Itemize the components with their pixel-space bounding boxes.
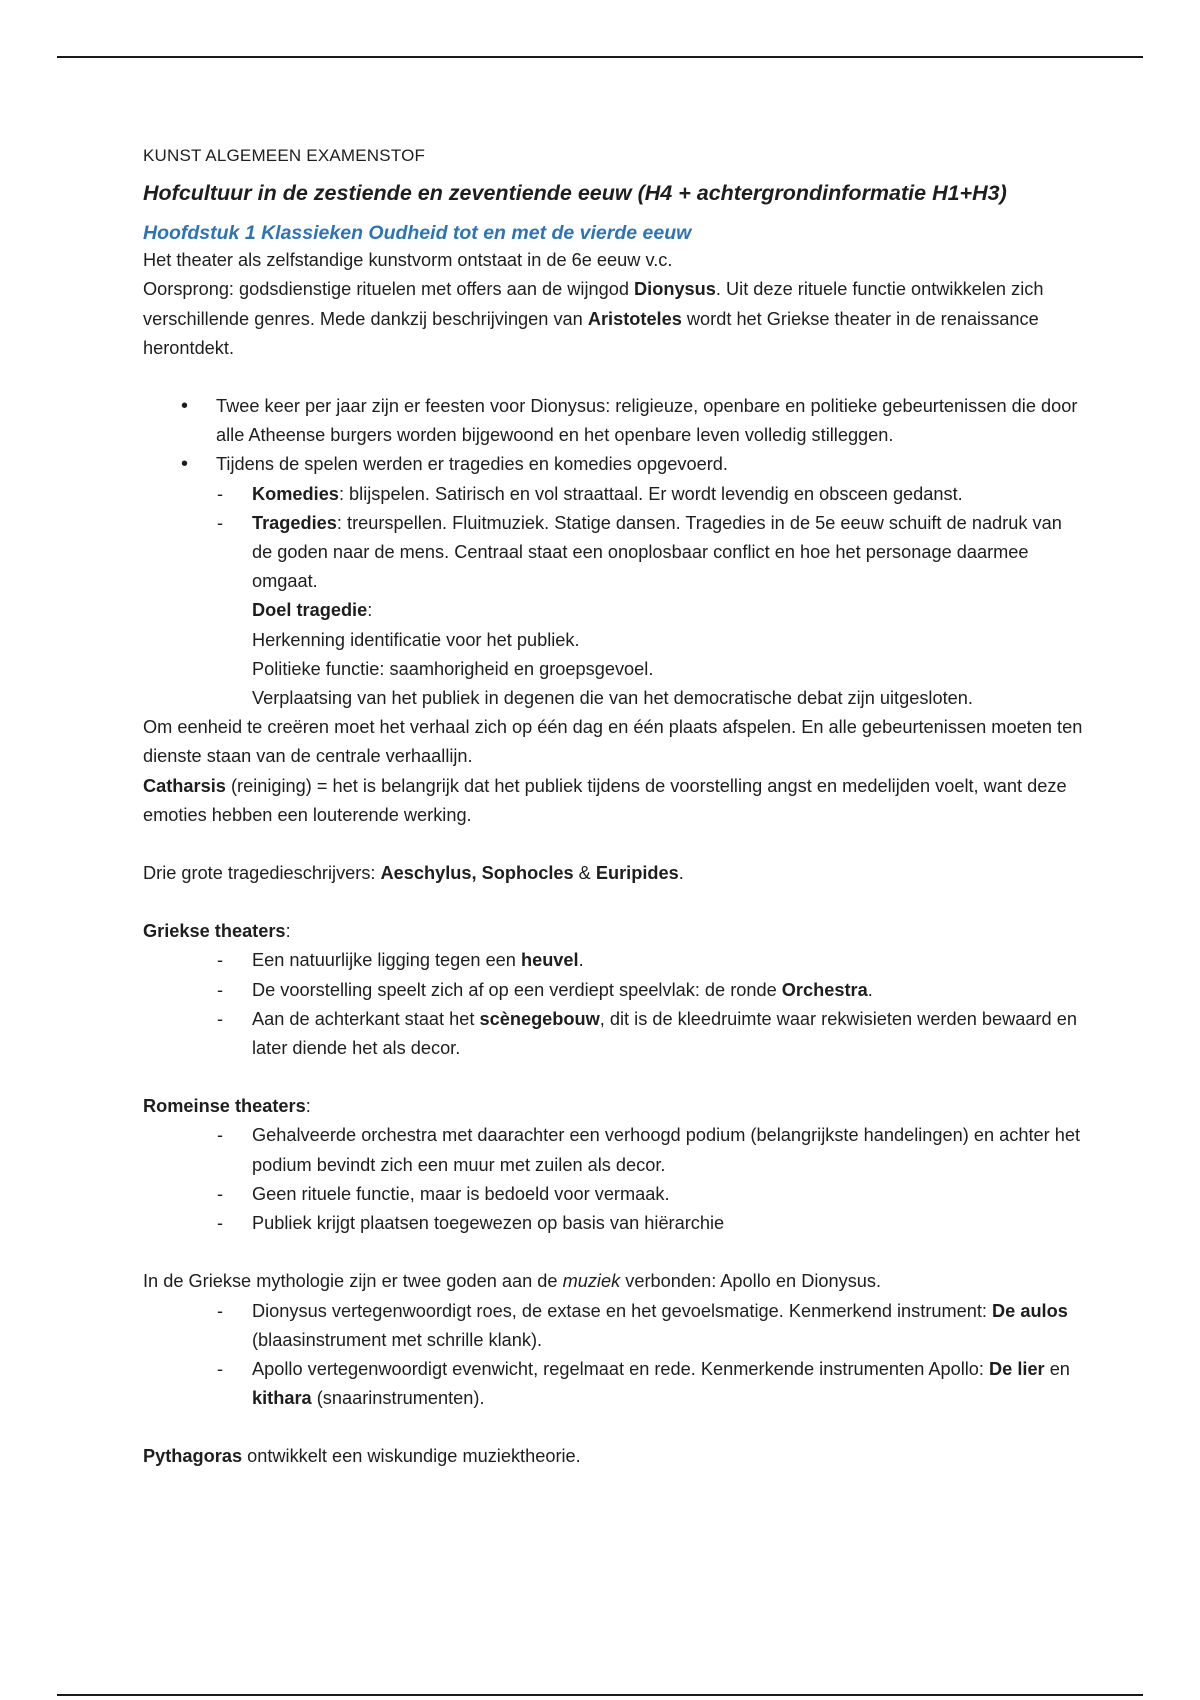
list-item: - Geen rituele functie, maar is bedoeld voor vermaak. bbox=[217, 1183, 670, 1204]
list-item: • Twee keer per jaar zijn er feesten voor Dionysus: religieuze, openbare en politieke gebeurtenissen die door alle Atheense burgers worden bijgewoond en het openbare leven volledig stilleggen. bbox=[143, 392, 1083, 450]
doel-tragedie: Doel tragedie: Herkenning identificatie voor het publiek. Politieke functie: saamhorigheid en groepsgevoel. Verplaatsing van het publiek in degenen die van het democratische debat zijn uitgesloten. bbox=[252, 600, 973, 709]
top-rule bbox=[57, 56, 1143, 58]
intro-paragraph: Oorsprong: godsdienstige rituelen met offers aan de wijngod Dionysus. Uit deze rituele functie ontwikkelen zich verschillende genres. Mede dankzij beschrijvingen van Aristoteles wordt het Griekse theater in de renaissance herontdekt. bbox=[143, 279, 1044, 358]
catharsis-paragraph: Catharsis (reiniging) = het is belangrijk dat het publiek tijdens de voorstelling angst en medelijden voelt, want deze emoties hebben een louterende werking. bbox=[143, 775, 1067, 825]
griekse-list bbox=[143, 946, 1083, 1063]
bottom-rule bbox=[57, 1694, 1143, 1696]
muziek-list bbox=[143, 1297, 1083, 1414]
document-page bbox=[143, 141, 1083, 1472]
document-title: Hofcultuur in de zestiende en zeventiende eeuw (H4 + achtergrondinformatie H1+H3) bbox=[143, 181, 1007, 206]
list-item-komedies: - Komedies: blijspelen. Satirisch en vol straattaal. Er wordt levendig en obsceen gedanst. bbox=[217, 483, 963, 504]
document-label: KUNST ALGEMEEN EXAMENSTOF bbox=[143, 146, 426, 165]
genre-list bbox=[143, 480, 1083, 597]
tragedieschrijvers: Drie grote tragedieschrijvers: Aeschylus, Sophocles & Euripides. bbox=[143, 863, 684, 884]
list-item: - Dionysus vertegenwoordigt roes, de extase en het gevoelsmatige. Kenmerkend instrument: De aulos (blaasinstrument met schrille klank). bbox=[217, 1300, 1068, 1350]
bullet-list bbox=[143, 392, 1083, 480]
list-item: - Publiek krijgt plaatsen toegewezen op basis van hiërarchie bbox=[217, 1213, 725, 1234]
list-item: - Een natuurlijke ligging tegen een heuvel. bbox=[217, 950, 584, 971]
pythagoras-paragraph: Pythagoras ontwikkelt een wiskundige muziektheorie. bbox=[143, 1446, 581, 1467]
romeinse-heading: Romeinse theaters: bbox=[143, 1096, 311, 1117]
list-item: - De voorstelling speelt zich af op een verdiept speelvlak: de ronde Orchestra. bbox=[217, 979, 873, 1000]
list-item: - Gehalveerde orchestra met daarachter een verhoogd podium (belangrijkste handelingen) en achter het podium bevindt zich een muur met zuilen als decor. bbox=[217, 1125, 1081, 1175]
eenheid-paragraph: Om eenheid te creëren moet het verhaal zich op één dag en één plaats afspelen. En alle gebeurtenissen moeten ten dienste staan van de centrale verhaallijn. bbox=[143, 717, 1083, 767]
bullet-mark: • bbox=[181, 395, 189, 418]
romeinse-list bbox=[143, 1121, 1083, 1238]
bullet-mark: • bbox=[181, 453, 189, 476]
chapter-heading: Hoofdstuk 1 Klassieken Oudheid tot en met de vierde eeuw bbox=[143, 222, 692, 245]
griekse-heading: Griekse theaters: bbox=[143, 921, 291, 942]
intro-line: Het theater als zelfstandige kunstvorm ontstaat in de 6e eeuw v.c. bbox=[143, 250, 673, 271]
list-item: • Tijdens de spelen werden er tragedies en komedies opgevoerd. bbox=[143, 450, 1083, 479]
list-item: - Aan de achterkant staat het scènegebouw, dit is de kleedruimte waar rekwisieten werden bewaard en later diende het als decor. bbox=[217, 1008, 1077, 1059]
muziek-intro: In de Griekse mythologie zijn er twee goden aan de muziek verbonden: Apollo en Dionysus. bbox=[143, 1271, 882, 1292]
list-item: - Apollo vertegenwoordigt evenwicht, regelmaat en rede. Kenmerkende instrumenten Apollo: De lier en kithara (snaarinstrumenten). bbox=[217, 1358, 1070, 1409]
list-item-tragedies: - Tragedies: treurspellen. Fluitmuziek. Statige dansen. Tragedies in de 5e eeuw schuift de nadruk van de goden naar de mens. Centraal staat een onoplosbaar conflict en hoe het personage daarmee omgaat. bbox=[217, 512, 1062, 592]
